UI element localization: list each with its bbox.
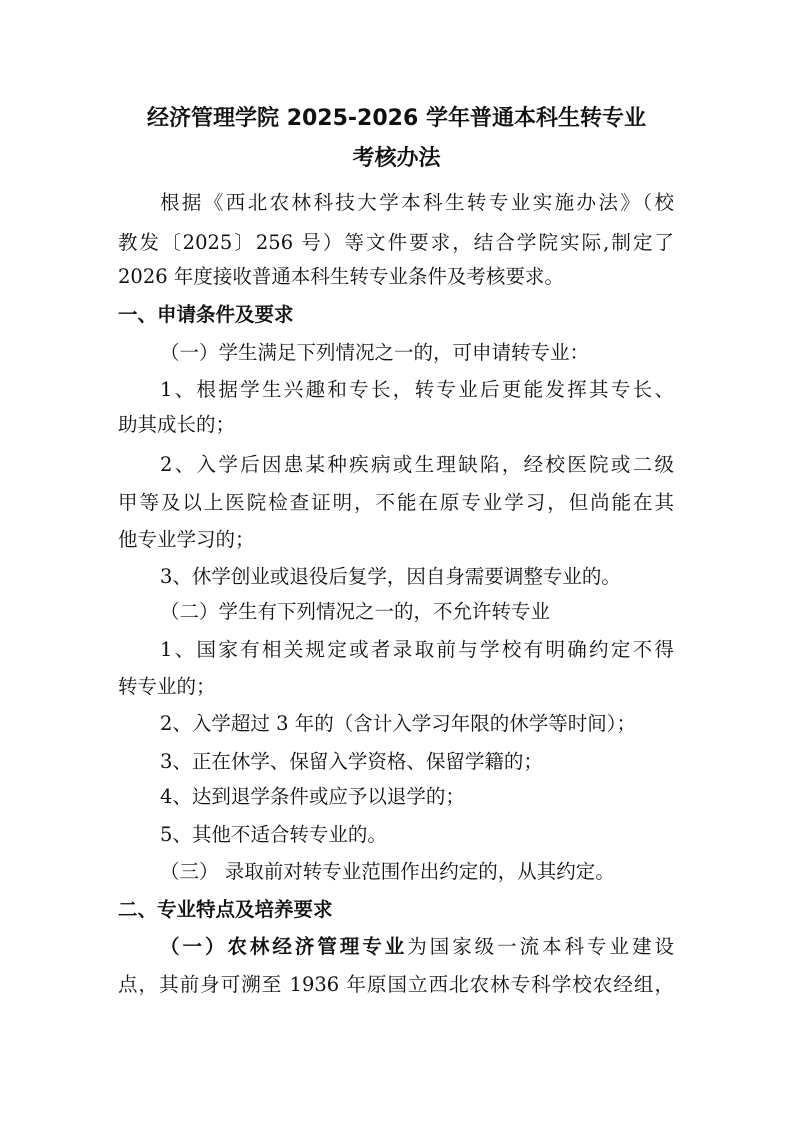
list-item: 1、根据学生兴趣和专长，转专业后更能发挥其专长、: [160, 378, 674, 401]
paragraph-line: 点，其前身可溯至 1936 年原国立西北农林专科学校农经组，: [118, 973, 674, 996]
subsection-heading: （二）学生有下列情况之一的，不允许转专业: [160, 600, 551, 623]
list-item: 5、其他不适合转专业的。: [160, 823, 387, 846]
list-item: 转专业的；: [118, 675, 216, 698]
list-item: 2、入学后因患某种疾病或生理缺陷，经校医院或二级: [160, 453, 674, 476]
intro-line: 根据《西北农林科技大学本科生转专业实施办法》（校: [160, 191, 674, 214]
subsection-heading: （一）学生满足下列情况之一的，可申请转专业：: [160, 341, 590, 364]
paragraph-text: 为国家级一流本科专业建设: [407, 935, 674, 958]
list-item: 他专业学习的；: [118, 528, 255, 551]
list-item: 3、正在休学、保留入学资格、保留学籍的；: [160, 750, 543, 773]
list-item: 助其成长的；: [118, 413, 236, 436]
list-item: 1、国家有相关规定或者录取前与学校有明确约定不得: [160, 638, 674, 661]
intro-line: 教发〔2025〕256 号）等文件要求，结合学院实际,制定了: [118, 231, 674, 254]
section-heading-1: 一、申请条件及要求: [118, 303, 294, 326]
list-item: 甲等及以上医院检查证明，不能在原专业学习，但尚能在其: [118, 491, 674, 514]
paragraph-line: [160, 934, 674, 960]
major-name: （一）农林经济管理专业: [160, 935, 408, 958]
title-line-2: 考核办法: [352, 146, 441, 171]
subsection-heading: （三） 录取前对转专业范围作出约定的，从其约定。: [160, 860, 615, 883]
list-item: 4、达到退学条件或应予以退学的；: [160, 785, 465, 808]
list-item: 2、入学超过 3 年的（含计入学习年限的休学等时间）；: [160, 712, 636, 735]
section-heading-2: 二、专业特点及培养要求: [118, 898, 333, 921]
title-line-1: 经济管理学院 2025-2026 学年普通本科生转专业: [147, 106, 646, 131]
list-item: 3、休学创业或退役后复学，因自身需要调整专业的。: [160, 565, 621, 588]
intro-line: 2026 年度接收普通本科生转专业条件及考核要求。: [118, 265, 564, 288]
